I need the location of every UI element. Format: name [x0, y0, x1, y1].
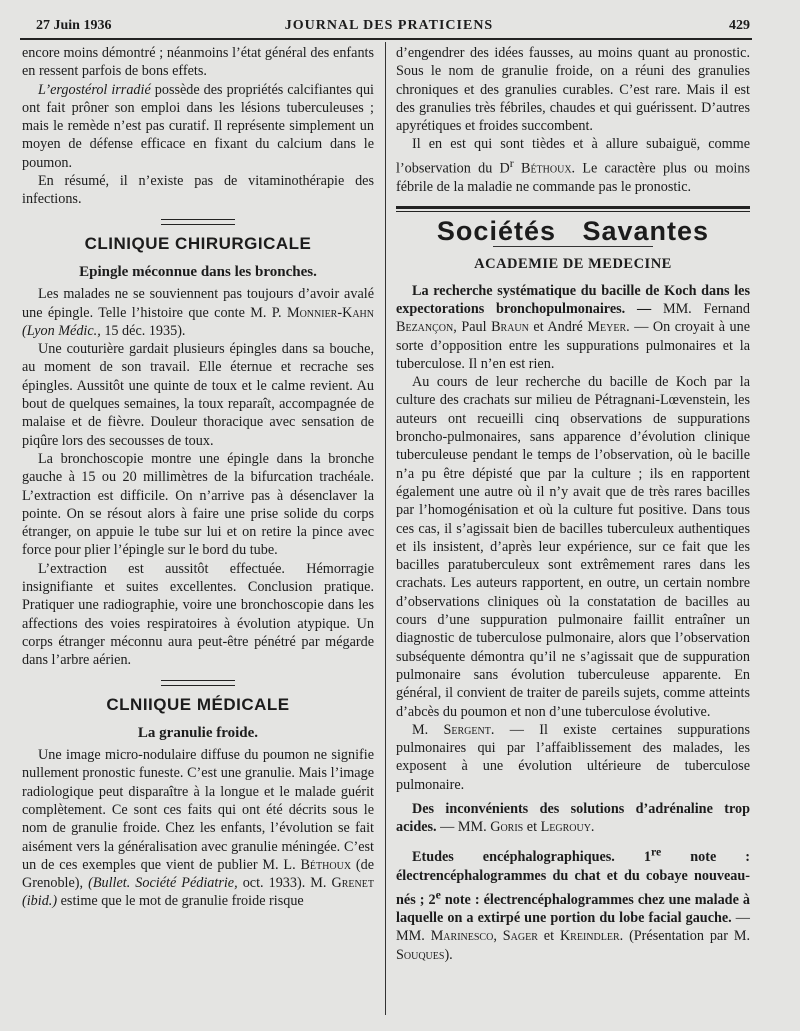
article-title: Epingle méconnue dans les bronches. [79, 263, 317, 280]
paragraph: L’extraction est aussitôt effectuée. Hémorragie insignifiante et suites excellentes. Conclusion pratique. Pratiquer une radiographie, voire une bronchoscopie dans les affections des voies respiratoires à évolution atypique. Un corps étranger méconnu aura peut-être pénétré par mégarde dans l’arbre aérien. [22, 560, 374, 669]
paragraph: encore moins démontré ; néanmoins l’état général des enfants en ressent parfois de bons effets. [22, 45, 374, 80]
communication-title: La recherche systématique du bacille de Koch dans les expectorations bronchopulmonaires. — [396, 282, 750, 317]
source-citation: (ibid.) [22, 893, 58, 910]
author-name: Grenet [331, 875, 374, 892]
author-name: Bezançon [396, 319, 454, 336]
paragraph: L’ergostérol irradié possède des propriétés calcifiantes qui ont fait prôner son emploi dans les lésions tuberculeuses ; mais le remède n’est pas curatif. Il représente simplement un moyen de défense efficace en fixant du calcium dans le poumon. [22, 81, 374, 171]
section-heading: CLINIQUE CHIRURGICALE [84, 233, 312, 253]
source-citation: (Lyon Médic., [22, 322, 101, 339]
paragraph: Des inconvénients des solutions d’adrénaline trop acides. — MM. Goris et Legrouy. [396, 801, 750, 836]
author-name: Marinesco [430, 928, 494, 945]
column-divider [385, 42, 386, 1015]
paragraph: Au cours de leur recherche du bacille de Koch par la culture des crachats sur milieu de Pétragnani-Lœvenstein, les auteurs ont recueilli cinq observations de suppurations broncho-pulmonaires, sans apparence d’évolution clinique tuberculeuse pendant le temps de l’observation, où le bacille n’a pu être dépisté que par la culture ; ils en rapportent également une autre où il n’y avait que de très rares bacilles par l’homogénisation et où la culture fut positive. Dans tous ces cas, il s’agissait bien de bacilles tuberculeux authentiques et ils insistent, d’après leur expérience, sur ce fait que les bacilles paratuberculeux sont extrêmement rares dans les crachats. Les auteurs rapportent, en outre, un certain nombre d’observations cliniques où la constatation de bacilles au cours d’une suppuration pulmonaire faillit entraîner un diagnostic de tuberculose pulmonaire, alors que l’observation subséquente démontra qu’il ne s’agissait que de suppuration pulmonaire sans évolution tuberculeuse apparente. En général, il convient de traiter de pareils sujets, comme atteints d’abcès du poumon et non d’une tuberculose évolutive. [396, 374, 750, 720]
author-name: Sager [502, 928, 538, 945]
author-name: Braun [491, 319, 529, 336]
author-name: Kreindler [559, 928, 620, 945]
author-name: Béthoux [300, 856, 352, 873]
author-name: Monnier-Kahn [286, 304, 374, 321]
author-name: Béthoux [513, 160, 572, 177]
journal-title: JOURNAL DES PRATICIENS [284, 18, 494, 33]
author-name: Legrouy [540, 819, 591, 836]
paragraph: Une couturière gardait plusieurs épingles dans sa bouche, au moment de son travail. Elle éternue et recrache ses épingles. Aussitôt une quinte de toux et le calme revient. Au bout de quelques semaines, la toux reparaît, accompagnée de malaise et de fièvre. Douleur thoracique avec sensation de piqûre lors des secousses de toux. [22, 341, 374, 449]
section-heading: CLNIIQUE MÉDICALE [106, 694, 290, 714]
paragraph: En résumé, il n’existe pas de vitaminothérapie des infections. [22, 173, 374, 208]
paragraph: Etudes encéphalographiques. 1re note : électrencéphalogrammes du chat et du cobaye nouveau-nés ; 2e note : électrencéphalogrammes chez une malade à laquelle on a extirpé une portion du lobe facial gauche. — MM. Marinesco, Sager et Kreindler. (Présentation par M. Souques). [396, 844, 751, 963]
author-name: Meyer [587, 319, 627, 336]
banner-underline [493, 246, 653, 247]
paragraph: d’engendrer des idées fausses, au moins quant au pronostic. Sous le nom de granulie froide, on a réuni des granulies chroniques et des granulies curables. C’est rare. Mais il est des granulies très fébriles, chaudes et qui guérissent. D’autres apyrétiques et froides succombent. [396, 45, 750, 135]
author-name: Sergent [443, 721, 491, 738]
paragraph: La recherche systématique du bacille de Koch dans les expectorations bronchopulmonaires. — MM. Fernand Bezançon, Paul Braun et André Meyer. — On croyait à une sorte d’opposition entre les suppurations pulmonaires et la tuberculose. Il n’en est rien. [396, 282, 750, 372]
section-divider [161, 219, 235, 225]
emphasis: L’ergostérol irradié [38, 81, 151, 98]
section-divider [161, 680, 235, 686]
author-name: Souques [396, 946, 445, 963]
subsection-heading: ACADEMIE DE MEDECINE [474, 256, 672, 273]
paragraph: Il en est qui sont tièdes et à allure subaiguë, comme l’observation du $D^r$ Béthoux. Le caractère plus ou moins fébrile de la maladie ne commande pas le pronostic. [396, 136, 750, 195]
issue-date: 27 Juin 1936 [36, 18, 112, 33]
paragraph: Les malades ne se souviennent pas toujours d’avoir avalé une épingle. Telle l’histoire que conte M. P. Monnier-Kahn (Lyon Médic., 15 déc. 1935). [22, 286, 374, 339]
page-number: 429 [729, 18, 750, 33]
paragraph: Une image micro-nodulaire diffuse du poumon ne signifie nullement pronostic funeste. C’est une granulie. Mais l’image radiologique peut disparaître à la longue et le malade guérit complètement. Ce sont ces faits qui ont été décrits sous le nom de granulie froide. Chez les enfants, l’évolution se fait aisément vers la généralisation avec granulie méningée. C’est un de ces exemples que vient de publier M. L. Béthoux (de Grenoble), (Bullet. Société Pédiatrie, oct. 1933). M. Grenet (ibid.) estime que le mot de granulie froide risque [22, 747, 375, 910]
right-column [396, 44, 750, 964]
communication-title: Des inconvénients des solutions d’adrénaline trop acides. [396, 801, 750, 836]
author-name: Goris [490, 819, 524, 836]
left-column [22, 44, 374, 911]
paragraph: La bronchoscopie montre une épingle dans la bronche gauche à 15 ou 20 millimètres de la bifurcation trachéale. L’extraction est difficile. On n’arrive pas à désenclaver la pointe. On se résout alors à faire une prise solide du corps étranger, on appuie le tube sur lui et on retire la pince avec force pour plier l’épingle sur le bord du tube. [22, 450, 374, 559]
communication-title: Etudes encéphalographiques. 1re note : électrencéphalogrammes du chat et du cobaye nouveau-nés ; 2e note : électrencéphalogrammes chez une malade à laquelle on a extirpé une portion du lobe facial gauche. [396, 844, 750, 926]
page-header [28, 14, 750, 36]
article-title: La granulie froide. [137, 724, 259, 741]
paragraph: M. Sergent. — Il existe certaines suppurations pulmonaires qui par l’affaiblissement des malades, les exposent à une évolution ultérieure de tuberculose pulmonaire. [396, 721, 750, 793]
heavy-rule [396, 206, 750, 212]
source-citation: (Bullet. Société Pédiatrie, [88, 875, 238, 892]
header-rule [20, 38, 752, 40]
section-banner: Sociétés Savantes [436, 216, 710, 247]
